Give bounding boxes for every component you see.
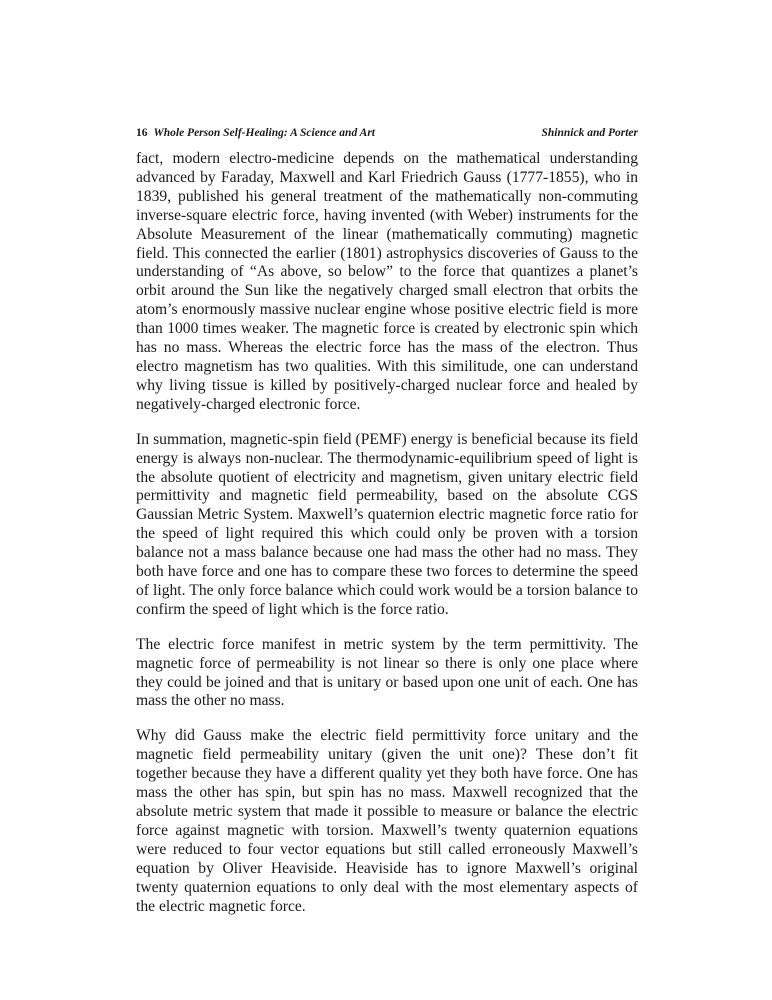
book-title: Whole Person Self-Healing: A Science and Art — [153, 127, 375, 139]
author-names: Shinnick and Porter — [541, 127, 638, 139]
paragraph: Why did Gauss make the electric field permittivity force unitary and the magnetic field permeability unitary (given the unit one)? These don’t fit together because they have a different quality yet they both have force. One has mass the other has spin, but spin has no mass. Maxwell recognized that the absolute metric system that made it possible to measure or balance the electric force against magnetic with torsion. Maxwell’s twenty quaternion equations were reduced to four vector equations but still called erroneously Maxwell’s equation by Oliver Heaviside. Heaviside has to ignore Maxwell’s original twenty quaternion equations to only deal with the most elementary aspects of the electric magnetic force. — [136, 727, 638, 915]
running-header — [136, 124, 638, 142]
paragraph: In summation, magnetic-spin field (PEMF) energy is beneficial because its field energy is always non-nuclear. The thermodynamic-equilibrium speed of light is the absolute quotient of electricity and magnetism, given unitary electric field permittivity and magnetic field permeability, based on the absolute CGS Gaussian Metric System. Maxwell’s quaternion electric magnetic force ratio for the speed of light required this which could only be proven with a torsion balance not a mass balance because one had mass the other had no mass. They both have force and one has to compare these two forces to determine the speed of light. The only force balance which could work would be a torsion balance to confirm the speed of light which is the force ratio. — [136, 430, 638, 618]
paragraph: fact, modern electro-medicine depends on the mathematical understanding advanced by Faraday, Maxwell and Karl Friedrich Gauss (1777-1855), who in 1839, published his general treatment of the mathematically non-commuting inverse-square electric force, having invented (with Weber) instruments for the Absolute Measurement of the linear (mathematically commuting) magnetic field. This connected the earlier (1801) astrophysics discoveries of Gauss to the understanding of “As above, so below” to the force that quantizes a planet’s orbit around the Sun like the negatively charged small electron that orbits the atom’s enormously massive nuclear engine whose positive electric field is more than 1000 times weaker. The magnetic force is created by electronic spin which has no mass. Whereas the electric force has the mass of the electron. Thus electro magnetism has two qualities. With this similitude, one can understand why living tissue is killed by positively-charged nuclear force and healed by negatively-charged electronic force. — [136, 150, 638, 413]
paragraph: The electric force manifest in metric system by the term permittivity. The magnetic force of permeability is not linear so there is only one place where they could be joined and that is unitary or based upon one unit of each. One has mass the other no mass. — [136, 635, 638, 710]
body-text — [136, 150, 638, 932]
page-number: 16 — [136, 127, 148, 139]
